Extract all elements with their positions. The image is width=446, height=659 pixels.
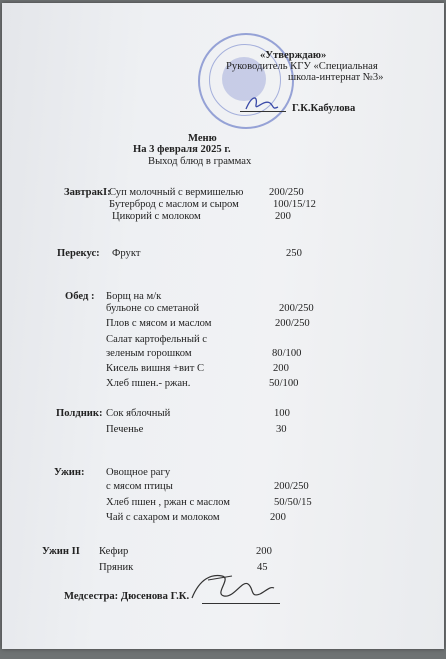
menu-item-name: Чай с сахаром и молоком: [106, 512, 220, 523]
approval-title: «Утверждаю»: [260, 50, 327, 61]
menu-item-name: Пряник: [99, 562, 134, 573]
menu-subtitle: Выход блюд в граммах: [148, 156, 252, 167]
menu-item-weight: 200: [256, 546, 272, 557]
menu-item-name: с мясом птицы: [106, 481, 173, 492]
menu-item-weight: 200: [273, 363, 289, 374]
menu-date: На 3 февраля 2025 г.: [133, 144, 231, 155]
menu-item-name: бульоне со сметаной: [106, 303, 200, 314]
snack-label: Перекус:: [57, 248, 100, 259]
menu-item-weight: 250: [286, 248, 302, 259]
menu-item-weight: 45: [257, 562, 268, 573]
menu-item-weight: 200: [270, 512, 286, 523]
nurse-signature-label: Медсестра: Дюсенова Г.К.: [64, 591, 190, 602]
menu-item-name: Овощное рагу: [106, 467, 171, 478]
second-dinner-label: Ужин II: [42, 546, 80, 557]
menu-item-weight: 100/15/12: [273, 199, 316, 210]
menu-item-name: Цикорий с молоком: [112, 211, 201, 222]
menu-item-name: зеленым горошком: [106, 348, 192, 359]
menu-item-name: Кисель вишня +вит С: [106, 363, 205, 374]
director-signature-line: [240, 111, 286, 112]
menu-item-name: Фрукт: [112, 248, 141, 259]
menu-item-weight: 200/250: [269, 187, 304, 198]
menu-item-name: Борщ на м/к: [106, 291, 162, 302]
menu-item-weight: 200: [275, 211, 291, 222]
menu-item-name: Кефир: [99, 546, 129, 557]
lunch-label: Обед :: [65, 291, 95, 302]
nurse-signature-line: [202, 603, 280, 604]
menu-item-weight: 50/100: [269, 378, 299, 389]
nurse-signature: [188, 568, 278, 608]
approval-line-2: школа-интернат №3»: [288, 72, 384, 83]
menu-item-name: Суп молочный с вермишелью: [109, 187, 244, 198]
menu-item-weight: 200/250: [279, 303, 314, 314]
dinner-label: Ужин:: [54, 467, 85, 478]
approval-signer: Г.К.Кабулова: [292, 103, 356, 114]
menu-item-weight: 200/250: [274, 481, 309, 492]
menu-item-weight: 30: [276, 424, 287, 435]
approval-line-1: Руководитель КГУ «Специальная: [226, 61, 378, 72]
menu-sheet: [2, 3, 444, 649]
menu-title: Меню: [188, 133, 217, 144]
menu-item-weight: 100: [274, 408, 290, 419]
menu-item-name: Бутерброд с маслом и сыром: [109, 199, 239, 210]
afternoon-snack-label: Полдник:: [56, 408, 103, 419]
breakfast-label: ЗавтракI:: [64, 187, 111, 198]
menu-item-name: Салат картофельный с: [106, 334, 207, 345]
menu-item-name: Плов с мясом и маслом: [106, 318, 212, 329]
menu-item-name: Сок яблочный: [106, 408, 171, 419]
menu-item-name: Хлеб пшен.- ржан.: [106, 378, 191, 389]
menu-item-weight: 50/50/15: [274, 497, 312, 508]
menu-item-weight: 80/100: [272, 348, 302, 359]
menu-item-name: Печенье: [106, 424, 144, 435]
menu-item-weight: 200/250: [275, 318, 310, 329]
menu-item-name: Хлеб пшен , ржан с маслом: [106, 497, 230, 508]
